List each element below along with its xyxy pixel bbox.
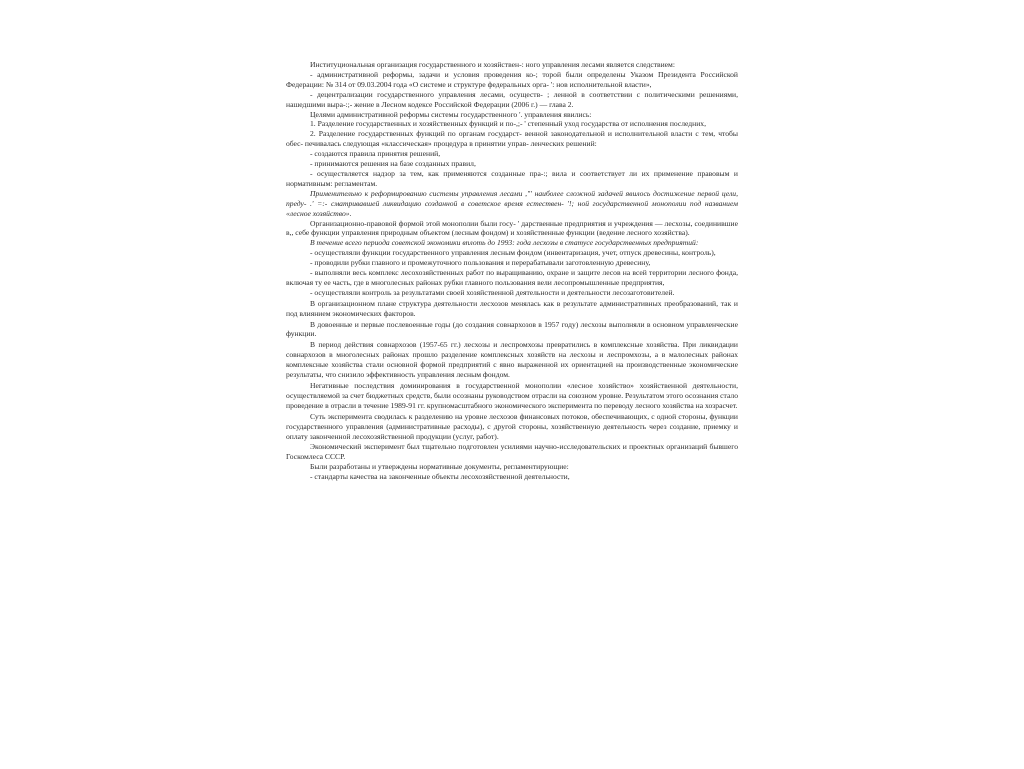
- list-item: - создаются правила принятия решений,: [310, 149, 441, 159]
- list-item: - децентрализации государственного управления лесами, осуществ- ; ленной в соответствии с политическими решениями, нашедшими выра-:;- жение в Лесном кодексе Российской Федерации (2006 г.) — глава 2.: [286, 89, 738, 109]
- list-item: - осуществляли функции государственного управления лесным фондом (инвентаризация, учет, отпуск древесины, контроль),: [310, 248, 716, 258]
- paragraph: Экономический эксперимент был тщательно подготовлен усилиями научно-исследовательских и проектных организаций бывшего Госкомлеса СССР.: [286, 442, 738, 462]
- paragraph: Институциональная организация государственного и хозяйствен-: ного управления лесами является следствием:: [310, 60, 675, 69]
- list-item: - стандарты качества на законченные объекты лесохозяйственной деятельности,: [310, 472, 570, 482]
- document-page: [286, 60, 738, 710]
- paragraph: Организационно-правовой формой этой монополии были госу- ' дарственные предприятия и учреждения — лесхозы, соединившие в,, себе функции управления природным объектом (лесным фондом) и хозяйственные функции (ведение лесного хозяйства).: [286, 218, 738, 238]
- paragraph: В течение всего периода советской экономики вплоть до 1993: года лесхозы в статусе государственных предприятий:: [310, 238, 699, 248]
- list-item: 1. Разделение государственных и хозяйственных функций и по-,;- ' степенный уход государства от исполнения последних,: [310, 119, 706, 129]
- paragraph: Применительно к реформированию системы управления лесами ,"' наиболее сложной задачей явилось достижение первой цели, преду- .' =:- сматривавшей ликвидацию созданной в советское время естествен- '!; ной государственной монополии под названием «лесное хозяйство».: [286, 188, 738, 218]
- paragraph: В период действия совнархозов (1957-65 гг.) лесхозы и леспромхозы превратились в комплексные хозяйства. При ликвидации совнархозов в многолесных районах прошло разделение комплексных хозяйств на лесхозы и леспромхозы, а в малолесных районах комплексные хозяйства стали основной формой предприятий с явно выраженной их ориентацией на производственные экономические результаты, что снизило эффективность управления лесным фондом.: [286, 340, 738, 380]
- paragraph: В довоенные и первые послевоенные годы (до создания совнархозов в 1957 году) лесхозы выполняли в основном управленческие функции.: [286, 319, 738, 339]
- list-item: 2. Разделение государственных функций по органам государст- венной законодательной и исполнительной власти с тем, чтобы обес- печивалась следующая «классическая» процедура в принятии управ- ленческих решений:: [286, 129, 738, 149]
- paragraph: Негативные последствия доминирования в государственной монополии «лесное хозяйство» хозяйственной деятельности, осуществляемой за счет бюджетных средств, были осознаны руководством отрасли на союзном уровне. Результатом этого осознания стало проведение в отрасли в течение 1989-91 гг. крупномасштабного экономического эксперимента по переводу лесного хозяйства на хозрасчет.: [286, 381, 738, 410]
- paragraph: В организационном плане структура деятельности лесхозов менялась как в результате административных преобразований, так и под влиянием экономических факторов.: [286, 298, 738, 318]
- list-item: - проводили рубки главного и промежуточного пользования и перерабатывали заготовленную древесину,: [310, 258, 651, 268]
- list-item: - принимаются решения на базе созданных правил,: [310, 159, 476, 169]
- list-item: - осуществляется надзор за тем, как применяются созданные пра-:; вила и соответствует ли их применение правовым и нормативным: регламентам.: [286, 168, 738, 188]
- list-item: - осуществляли контроль за результатами своей хозяйственной деятельности и деятельности лесозаготовителей.: [310, 287, 675, 297]
- list-item: - административной реформы, задачи и условия проведения ко-; торой были определены Указом Президента Российской Федерации: № 314 от 09.03.2004 года «О системе и структуре федеральных орга- ': нов исполнительной власти»,: [286, 69, 738, 89]
- paragraph: Были разработаны и утверждены нормативные документы, регламентирующие:: [310, 462, 569, 472]
- paragraph: Целями административной реформы системы государственного '. управления явились:: [310, 109, 592, 119]
- list-item: - выполняли весь комплекс лесохозяйственных работ по выращиванию, охране и защите лесов на всей территории лесного фонда, включая ту ее часть, где в многолесных районах рубки главного пользования вели лесопромышленные предприятия,: [286, 268, 738, 287]
- paragraph: Суть эксперимента сводилась к разделению на уровне лесхозов финансовых потоков, обеспечивающих, с одной стороны, функции государственного управления (административные расходы), с другой стороны, хозяйственную деятельность через создание, приемку и оплату законченной лесохозяйственной продукции (услуг, работ).: [286, 411, 738, 441]
